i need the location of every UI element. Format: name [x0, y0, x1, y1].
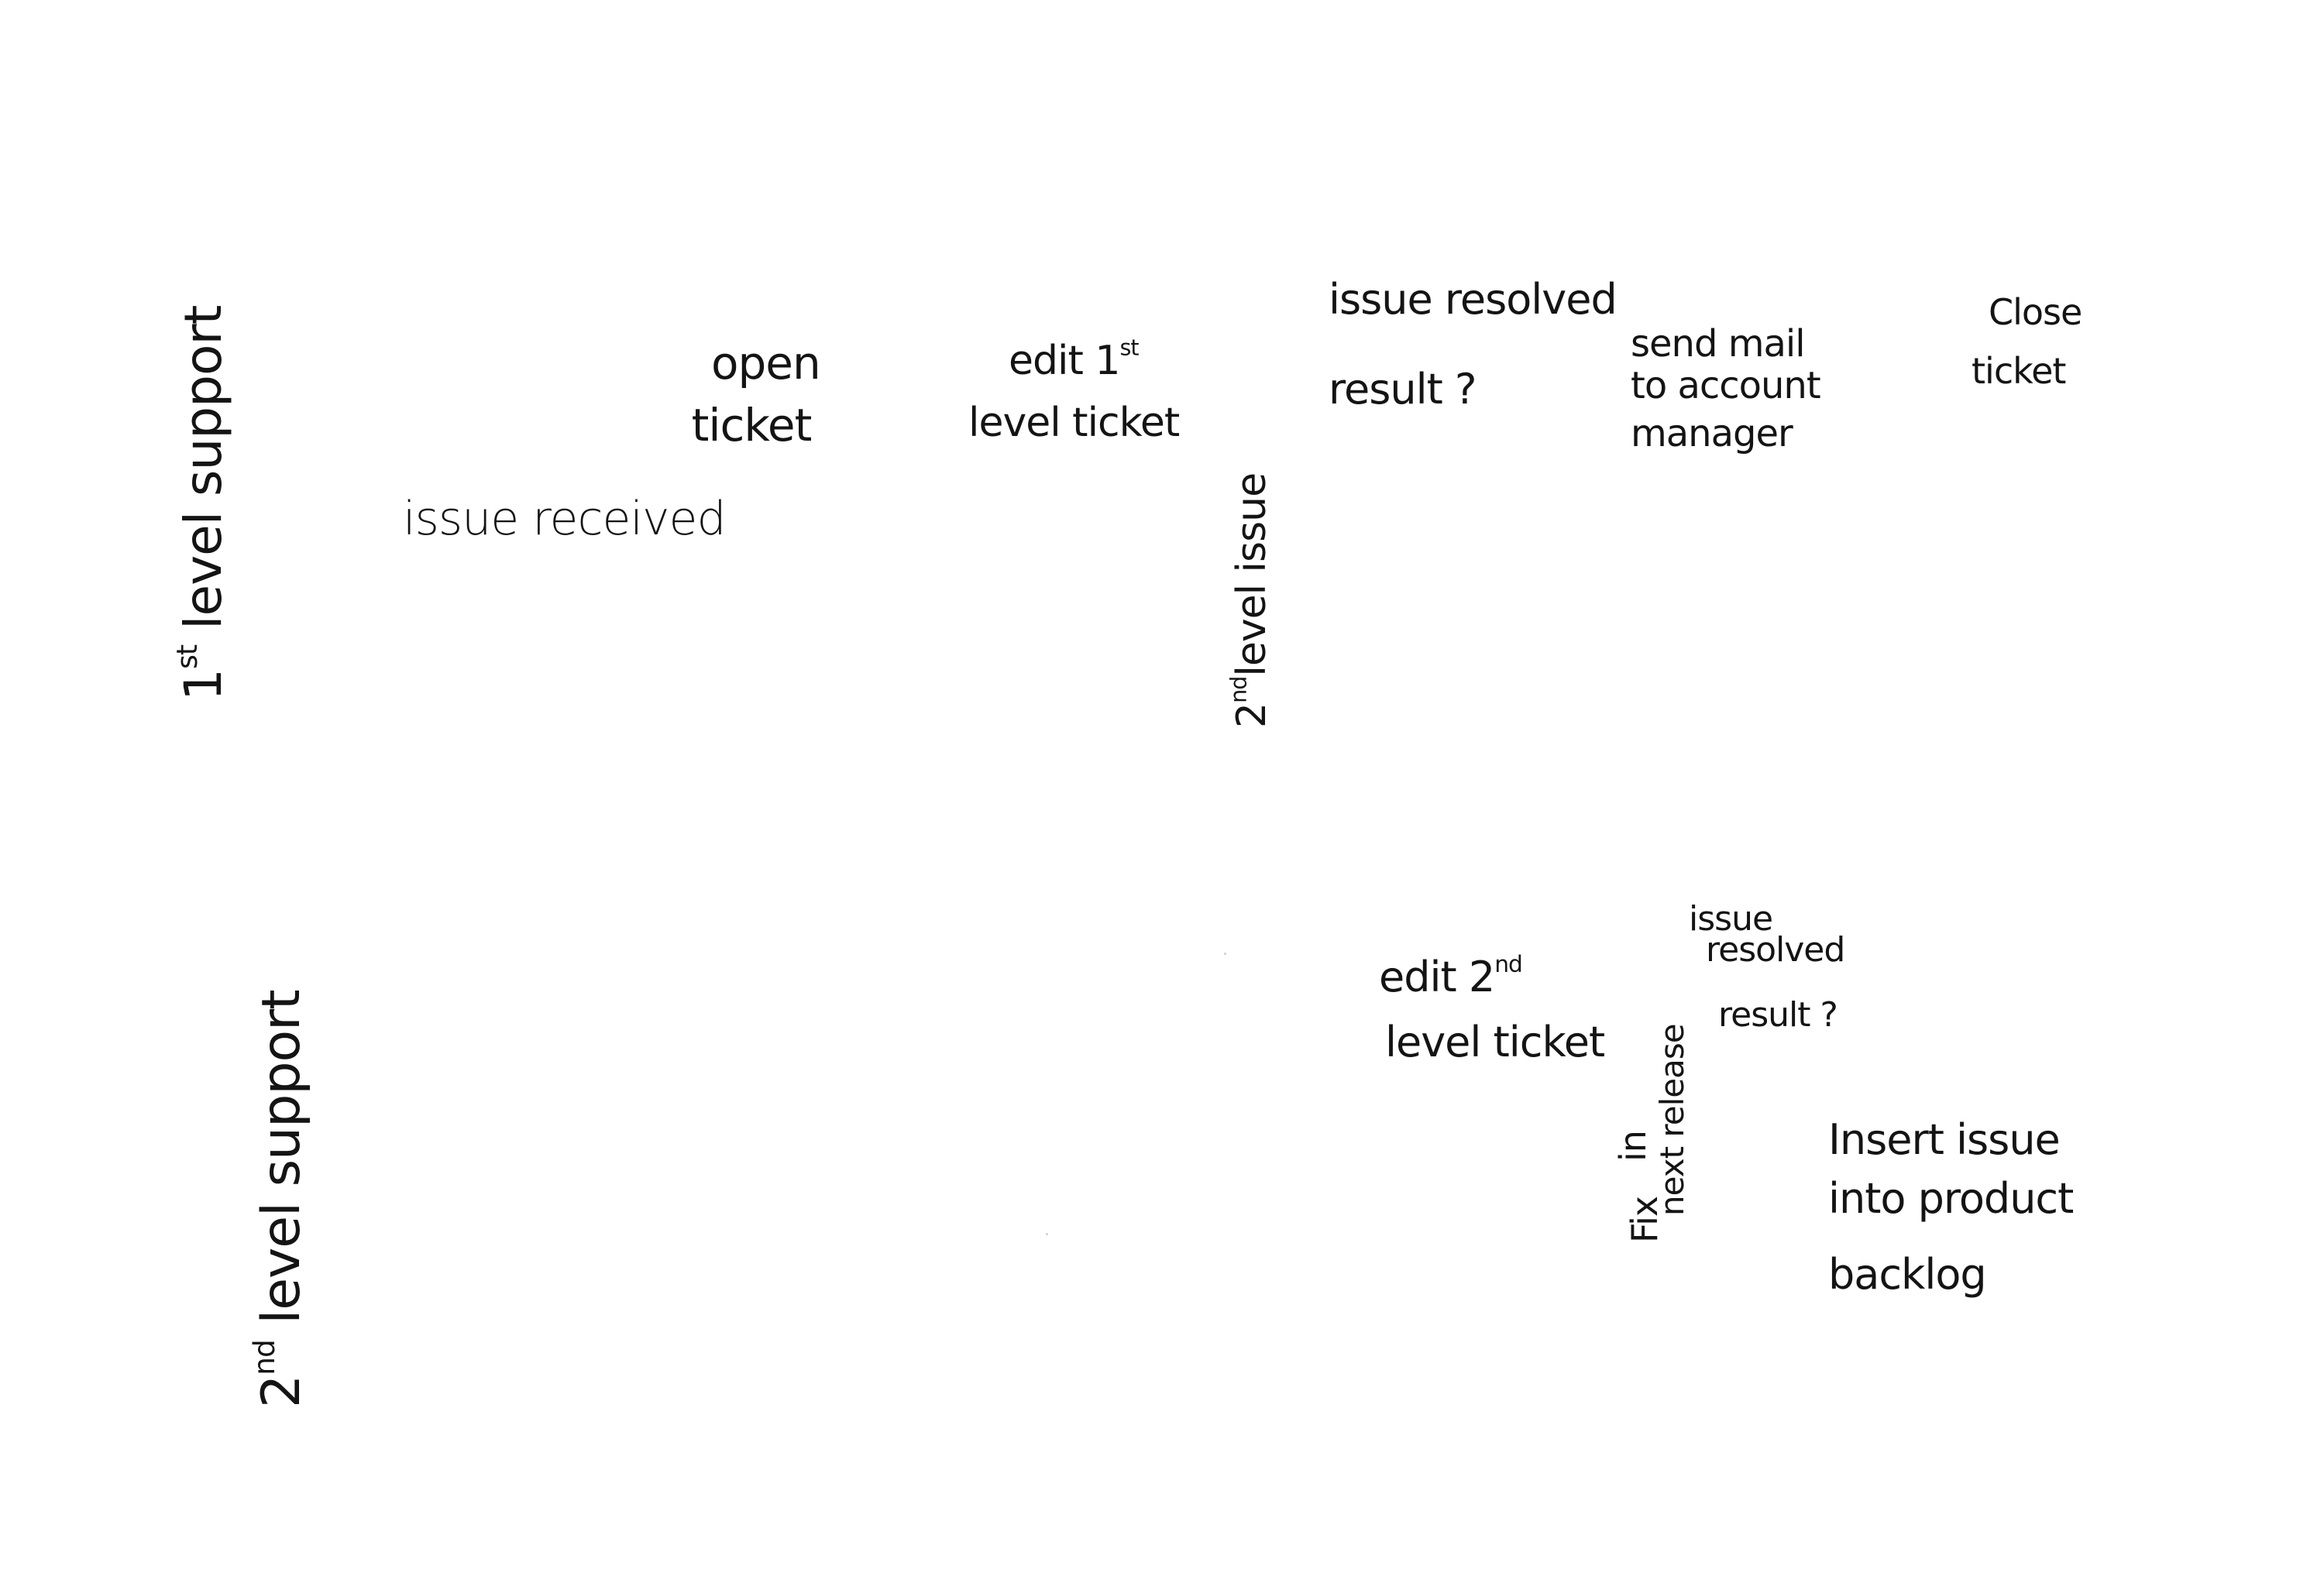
node-close-ticket-line2: ticket	[1972, 350, 2066, 392]
node-edit-second-level-line1	[1379, 950, 1604, 1001]
lane-label-first-text: level support	[174, 305, 233, 645]
node-send-mail-line3: manager	[1631, 412, 1793, 455]
node-edit-first-level-line1-suffix: st	[1119, 334, 1139, 361]
node-second-level-issue	[1225, 472, 1275, 728]
node-edit-first-level-line1-text: edit 1	[1009, 338, 1120, 384]
node-open-ticket	[689, 337, 820, 452]
node-open-ticket-line1: open	[711, 337, 820, 390]
node-edit-second-level-line1-text: edit 2	[1379, 953, 1495, 1001]
node-edit-second-level-line2: level ticket	[1385, 1018, 1605, 1066]
node-insert-backlog-line2: into product	[1828, 1174, 2074, 1223]
node-issue-resolved-top-line2: result ?	[1329, 365, 1477, 414]
node-second-level-issue-text: level issue	[1229, 472, 1275, 677]
lane-label-first-number: 1	[174, 669, 233, 701]
node-issue-resolved-bottom-line2: resolved	[1706, 930, 1845, 970]
node-issue-resolved-bottom-line1: issue	[1689, 899, 1773, 939]
node-edit-second-level-line1-suffix: nd	[1494, 950, 1522, 978]
node-issue-resolved-top	[1329, 275, 1617, 414]
lane-label-second-level-support	[247, 990, 312, 1408]
node-insert-backlog-line3: backlog	[1828, 1250, 1986, 1299]
lane-label-first-suffix: st	[170, 644, 205, 669]
node-close-ticket-line1: Close	[1989, 291, 2082, 333]
node-edit-first-level-line1	[968, 334, 1179, 384]
node-issue-resolved-top-line1: issue resolved	[1329, 275, 1617, 324]
node-issue-resolved-bottom	[1689, 899, 1845, 1035]
node-open-ticket-line2: ticket	[691, 399, 812, 452]
node-insert-backlog-line1: Insert issue	[1828, 1115, 2060, 1164]
node-send-mail	[1631, 322, 1820, 455]
node-send-mail-line1: send mail	[1631, 322, 1805, 366]
node-edit-first-level-ticket	[968, 334, 1180, 446]
lane-label-second-text: level support	[251, 990, 312, 1341]
lane-label-first-level-support	[170, 305, 233, 701]
scan-speck	[1224, 953, 1226, 955]
node-fix-next-release-word3: next release	[1653, 1024, 1691, 1216]
lane-label-second-number: 2	[251, 1375, 312, 1408]
node-issue-resolved-bottom-line3: result ?	[1718, 995, 1838, 1035]
lane-label-second-suffix: nd	[247, 1340, 282, 1375]
node-edit-second-level-ticket	[1379, 950, 1605, 1066]
node-fix-next-release-word1: Fix	[1624, 1196, 1666, 1243]
node-insert-backlog	[1828, 1115, 2074, 1299]
node-send-mail-line2: to account	[1631, 364, 1820, 407]
node-fix-next-release-word2: in	[1612, 1131, 1654, 1162]
node-issue-received: issue received	[403, 492, 726, 546]
node-second-level-issue-number: 2	[1229, 702, 1275, 728]
scan-speck	[1046, 1233, 1048, 1235]
node-close-ticket	[1972, 291, 2082, 392]
node-edit-first-level-line2: level ticket	[968, 400, 1180, 446]
node-second-level-issue-suffix: nd	[1225, 676, 1252, 703]
